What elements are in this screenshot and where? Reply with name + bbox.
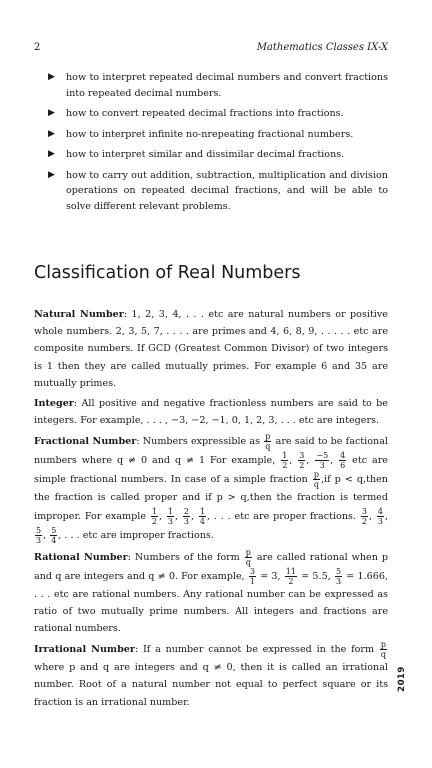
fraction: $\frac{p}{q}$ <box>265 432 271 452</box>
fraction: $\frac{4}{3}$ <box>377 506 383 526</box>
bullet-triangle-icon: ▶ <box>48 149 55 159</box>
term-rational-number: Rational Number <box>34 551 128 563</box>
fraction: $\frac{4}{6}$ <box>340 451 346 471</box>
fraction: $\frac{3}{1}$ <box>249 566 255 586</box>
page-number: 2 <box>34 42 41 53</box>
section-title: Classification of Real Numbers <box>34 263 301 283</box>
fraction: $\frac{1}{4}$ <box>199 506 205 526</box>
term-integer: Integer <box>34 398 74 410</box>
fraction: $\frac{5}{4}$ <box>51 525 57 545</box>
fraction: $\frac{-5}{3}$ <box>316 451 329 471</box>
list-item: ▶ how to interpret similar and dissimilar decimal fractions. <box>48 147 388 163</box>
bullet-triangle-icon: ▶ <box>48 128 55 139</box>
list-item: ▶ how to interpret infinite no-nrepeating fractional numbers. <box>48 127 388 143</box>
fraction: $\frac{1}{2}$ <box>151 506 157 526</box>
fraction: $\frac{p}{q}$ <box>380 640 386 660</box>
term-irrational-number: Irrational Number <box>34 644 135 656</box>
bullet-triangle-icon: ▶ <box>48 169 55 180</box>
integer-paragraph: Integer: All positive and negative fractionless numbers are said to be integers. For example, . . . , −3, −2, −1, 0, 1, 2, 3, . . . etc are integers. <box>34 398 388 427</box>
irrational-number-paragraph: Irrational Number: If a number cannot be expressed in the form $\frac{p}{q}$ where p and q are integers and q ≠ 0, then it is called an irrational number. Root of a natural number not equal to perfect square or its fraction is an irrational number. <box>34 640 388 708</box>
fraction: $\frac{11}{2}$ <box>285 566 296 586</box>
page-header <box>34 41 388 55</box>
fraction: $\frac{p}{q}$ <box>313 470 319 490</box>
fraction: $\frac{5}{3}$ <box>335 566 342 586</box>
fraction: $\frac{1}{3}$ <box>167 506 173 526</box>
term-natural-number: Natural Number <box>34 309 124 320</box>
year-watermark: 2019 <box>397 666 407 692</box>
bullet-triangle-icon: ▶ <box>48 108 55 118</box>
fraction: $\frac{2}{3}$ <box>183 506 189 526</box>
term-fractional-number: Fractional Number <box>34 436 137 448</box>
fraction: $\frac{3}{2}$ <box>361 506 367 526</box>
fraction: $\frac{3}{2}$ <box>299 451 305 471</box>
fraction: $\frac{p}{q}$ <box>245 547 251 567</box>
section-body <box>34 306 388 714</box>
list-item: ▶ how to convert repeated decimal fractions into fractions. <box>48 106 388 122</box>
fractional-number-paragraph: Fractional Number: Numbers expressible as $\frac{p}{q}$ are said to be factional numbers where q ≠ 0 and q ≠ 1 For example, $\frac{1}{2}$ , $\frac{3}{2}$ , $\frac{-5}{3}$ , $\frac{4}{6}$ etc are simple fractional numbers. In case of a simple fraction $\frac{p}{q}$ ,if p < q,then the fraction is called proper and if p > q,then the fraction is termed improper. For example $\frac{1}{2}$ , $\frac{1}{3}$ , $\frac{2}{3}$ , $\frac{1}{4}$ , . . . etc are proper fractions. $\frac{3}{2}$ , $\frac{4}{3}$ , $\frac{5}{3}$ , $\frac{5}{4}$ , . . . etc are improper fractions. <box>34 432 388 545</box>
fraction: $\frac{1}{2}$ <box>282 451 288 471</box>
running-title: Mathematics Classes IX-X <box>256 42 388 53</box>
objectives-list <box>48 70 388 219</box>
fraction: $\frac{5}{3}$ <box>36 525 42 545</box>
natural-number-paragraph: Natural Number: 1, 2, 3, 4, . . . etc are natural numbers or positive whole numbers. 2, 3, 5, 7, . . . . are primes and 4, 6, 8, 9, . . . . . etc are composite numbers. If GCD (Greatest Common Divisor) of two integers is 1 then they are called mutually primes. For example 6 and 35 are mutually primes. <box>34 309 388 389</box>
bullet-triangle-icon: ▶ <box>48 72 55 82</box>
rational-number-paragraph: Rational Number: Numbers of the form $\frac{p}{q}$ are called rational when p and q are integers and q ≠ 0. For example, $\frac{3}{1}$ = 3, $\frac{11}{2}$ = 5.5, $\frac{5}{3}$ = 1.666, . . . etc are rational numbers. Any rational number can be expressed as ratio of two mutually prime numbers. All integers and fractions are rational numbers. <box>34 547 388 635</box>
list-item: ▶ how to carry out addition, subtraction, multiplication and division operations on repeated decimal fractions, and will be able to solve different relevant problems. <box>48 169 388 212</box>
list-item: ▶ how to interpret repeated decimal numbers and convert fractions into repeated decimal numbers. <box>48 72 388 99</box>
